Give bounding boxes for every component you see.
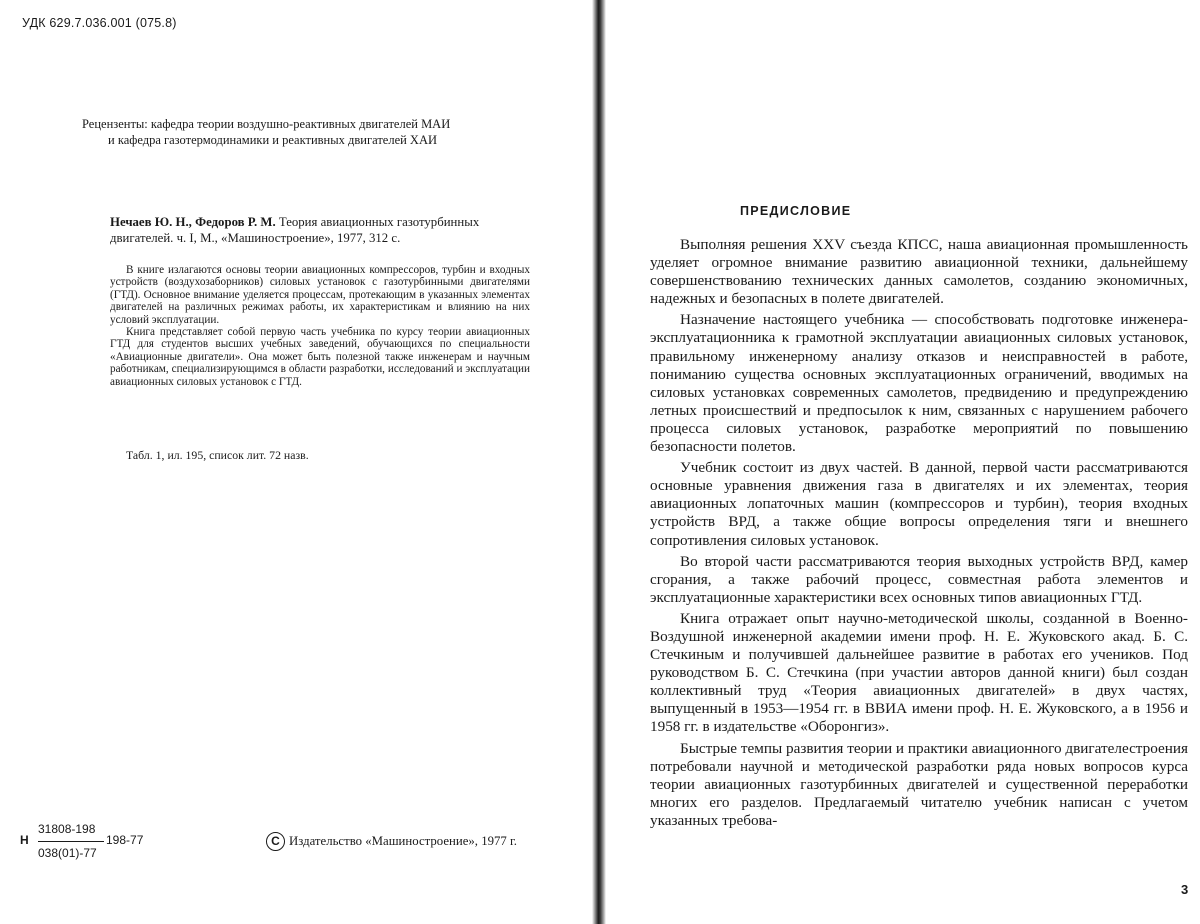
reviewers-line: и кафедра газотермодинамики и реактивных двигателей ХАИ (108, 133, 438, 147)
bibliographic-title: Теория авиационных газотурбинных двигателей. ч. I, М., «Машиностроение», 1977, 312 с. (110, 215, 480, 245)
page-number: 3 (1181, 882, 1189, 897)
preface-paragraph: Назначение настоящего учебника — способствовать подготовке инженера-эксплуатационника к грамотной эксплуатации авиационных силовых установок, правильному инженерному анализу отказов и неисправностей в работе, пониманию существа основных эксплуатационных ограничений, вводимых на силовых установках современных самолетов, предвидению и предупреждению летных происшествий и предпосылок к ним, связанных с нарушением рабочего процесса силовых установок, разработке мероприятий по повышению безопасности полетов. (650, 311, 1188, 456)
code-numerator: 31808-198 (38, 822, 96, 836)
bibliographic-authors: Нечаев Ю. Н., Федоров Р. М. (110, 215, 276, 229)
code-letter: Н (20, 833, 29, 847)
preface-paragraph: Во второй части рассматриваются теория выходных устройств ВРД, камер сгорания, а также рабочий процесс, совместная работа элементов и эксплуатационные характеристики всех основных типов авиационных ГТД. (650, 552, 1188, 606)
code-denominator: 038(01)-77 (38, 846, 97, 860)
preface-body (650, 236, 1188, 833)
reviewers-line: Рецензенты: кафедра теории воздушно-реактивных двигателей МАИ (82, 117, 451, 131)
udk-code: УДК 629.7.036.001 (075.8) (22, 16, 177, 30)
preface-paragraph: Быстрые темпы развития теории и практики авиационного двигателестроения потребовали научной и методической разработки ряда новых вопросов курса теории авиационных газотурбинных двигателей и существенной переработки многих его разделов. Предлагаемый читателю учебник написан с учетом указанных требова- (650, 739, 1188, 829)
copyright-icon: С (266, 832, 285, 851)
preface-paragraph: Выполняя решения XXV съезда КПСС, наша авиационная промышленность уделяет огромное внимание развитию авиационной техники, дальнейшему совершенствованию технических данных самолетов, созданию экономичных, надежных и безопасных в полете двигателей. (650, 236, 1188, 308)
preface-heading: ПРЕДИСЛОВИЕ (740, 204, 852, 218)
preface-paragraph: Учебник состоит из двух частей. В данной, первой части рассматриваются основные уравнения движения газа в двигателях и их элементах, теория авиационных лопаточных машин (компрессоров и турбин), теория входных устройств ВРД, а также общие вопросы определения тяги и внешнего сопротивления силовых установок. (650, 459, 1188, 549)
copyright-text: Издательство «Машиностроение», 1977 г. (289, 834, 518, 848)
abstract-paragraph: Книга представляет собой первую часть учебника по курсу теории авиационных ГТД для студентов высших учебных заведений, обучающихся по специальности «Авиационные двигатели». Она может быть полезной также инженерам и научным работникам, специализирующимся в области разработки, исследований и эксплуатации авиационных силовых установок с ГТД. (110, 326, 530, 388)
preface-paragraph: Книга отражает опыт научно-методической школы, созданной в Военно-Воздушной инженерной академии имени проф. Н. Е. Жуковского акад. Б. С. Стечкиным и получившей дальнейшее развитие в работах его учеников. Под руководством Б. С. Стечкина (при участии авторов данной книги) был создан коллективный труд «Теория авиационных двигателей» в двух частях, выпущенный в 1953—1954 гг. в ВВИА имени проф. Н. Е. Жуковского, а в 1956 и 1958 гг. в издательстве «Оборонгиз». (650, 609, 1188, 736)
abstract-paragraph: В книге излагаются основы теории авиационных компрессоров, турбин и входных устройств (воздухозаборников) силовых установок с газотурбинными двигателями (ГТД). Основное внимание уделяется процессам, протекающим в указанных элементах двигателей на различных режимах работы, их характеристикам и влиянию на них условий эксплуатации. (110, 264, 530, 326)
code-suffix: 198-77 (106, 833, 144, 847)
tables-illustrations-note: Табл. 1, ил. 195, список лит. 72 назв. (126, 448, 309, 462)
